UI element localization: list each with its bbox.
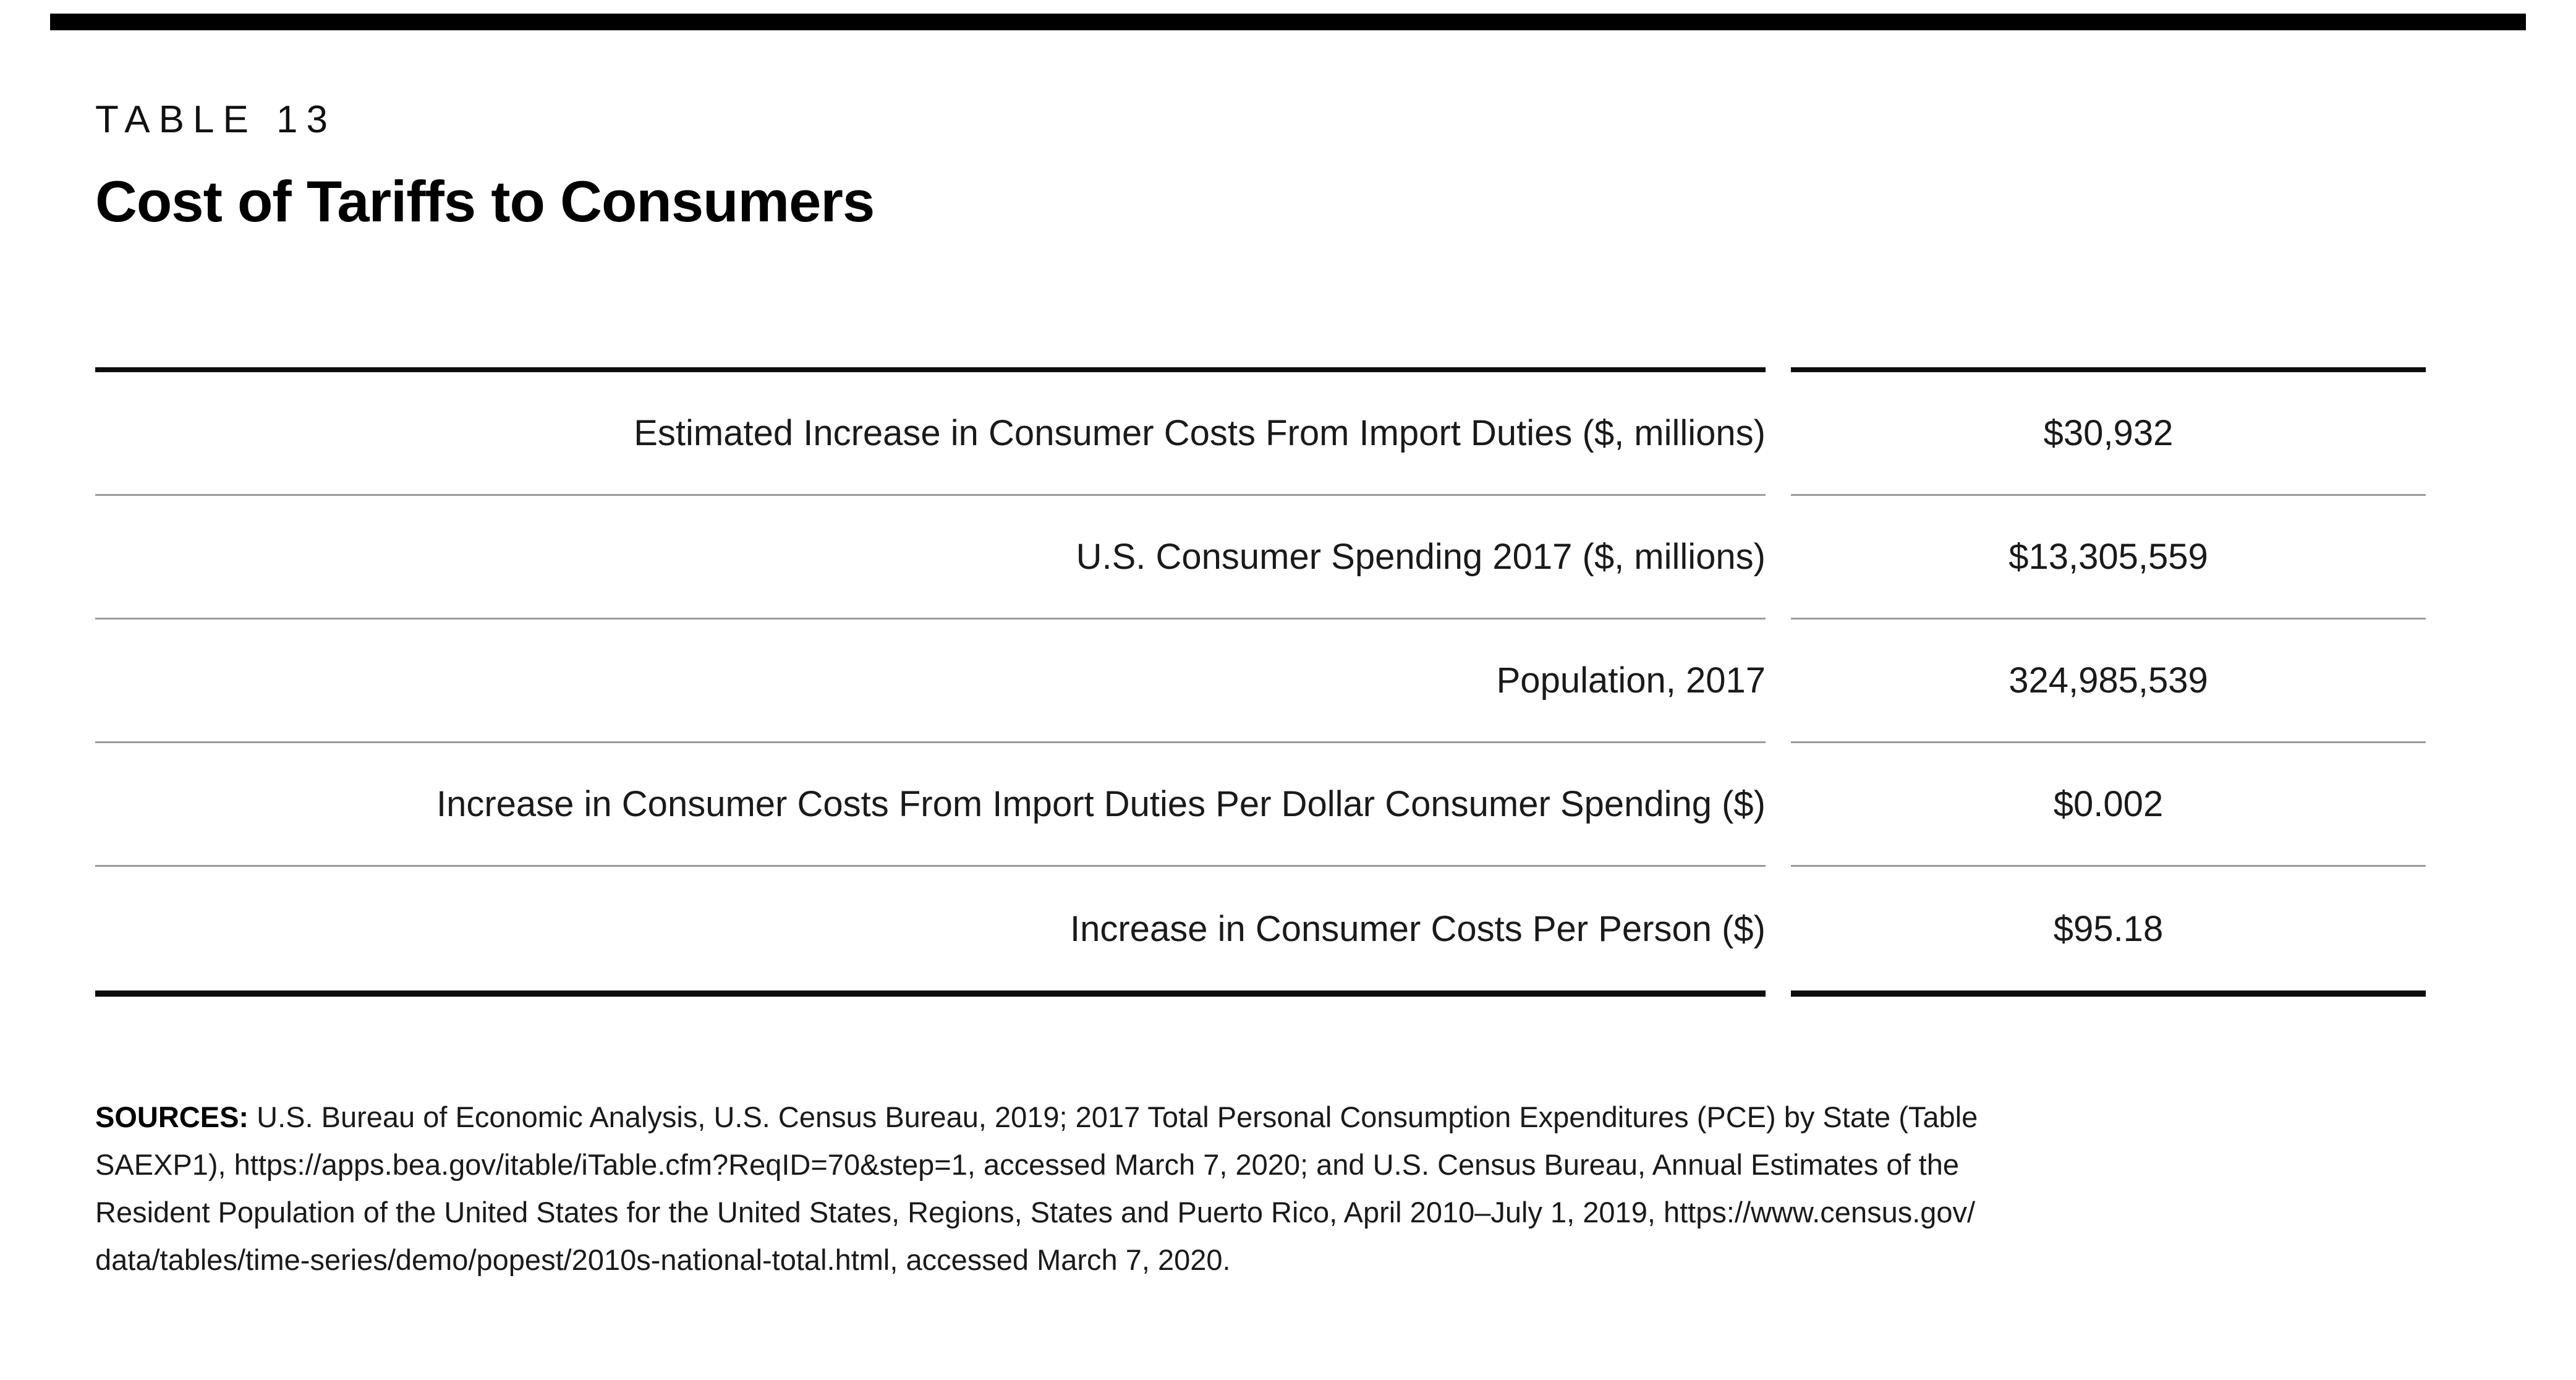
table-row-label: Estimated Increase in Consumer Costs From Import Duties ($, millions) xyxy=(95,372,1766,496)
sources-label: SOURCES: xyxy=(95,1101,249,1133)
table-row-label: U.S. Consumer Spending 2017 ($, millions) xyxy=(95,496,1766,620)
table-row-value: $0.002 xyxy=(1791,743,2426,867)
table-row-label: Increase in Consumer Costs From Import Duties Per Dollar Consumer Spending ($) xyxy=(95,743,1766,867)
table-label-column xyxy=(95,367,1766,997)
table-row-value: $13,305,559 xyxy=(1791,496,2426,620)
table-row-value: 324,985,539 xyxy=(1791,620,2426,743)
sources-note xyxy=(95,1093,2481,1284)
table-value-column xyxy=(1791,367,2426,997)
page-top-rule xyxy=(50,14,2526,30)
sources-line: SAEXP1), https://apps.bea.gov/itable/iTable.cfm?ReqID=70&step=1, accessed March 7, 2020; and U.S. Census Bureau, Annual Estimates of the xyxy=(95,1148,1959,1181)
table-row-label: Population, 2017 xyxy=(95,620,1766,743)
page-title: Cost of Tariffs to Consumers xyxy=(95,169,875,234)
table-number-eyebrow: TABLE 13 xyxy=(95,98,337,141)
table-row-value: $30,932 xyxy=(1791,372,2426,496)
table-row-value: $95.18 xyxy=(2053,908,2164,949)
sources-line: data/tables/time-series/demo/popest/2010s-national-total.html, accessed March 7, 2020. xyxy=(95,1243,1231,1276)
sources-line: Resident Population of the United States for the United States, Regions, States and Puerto Rico, April 2010–July 1, 2019, https://www.census.gov/ xyxy=(95,1196,1976,1229)
table-row-label: Increase in Consumer Costs Per Person ($) xyxy=(1070,908,1766,949)
sources-line: SOURCES: U.S. Bureau of Economic Analysis, U.S. Census Bureau, 2019; 2017 Total Personal Consumption Expenditures (PCE) by State (Table xyxy=(95,1101,1978,1133)
